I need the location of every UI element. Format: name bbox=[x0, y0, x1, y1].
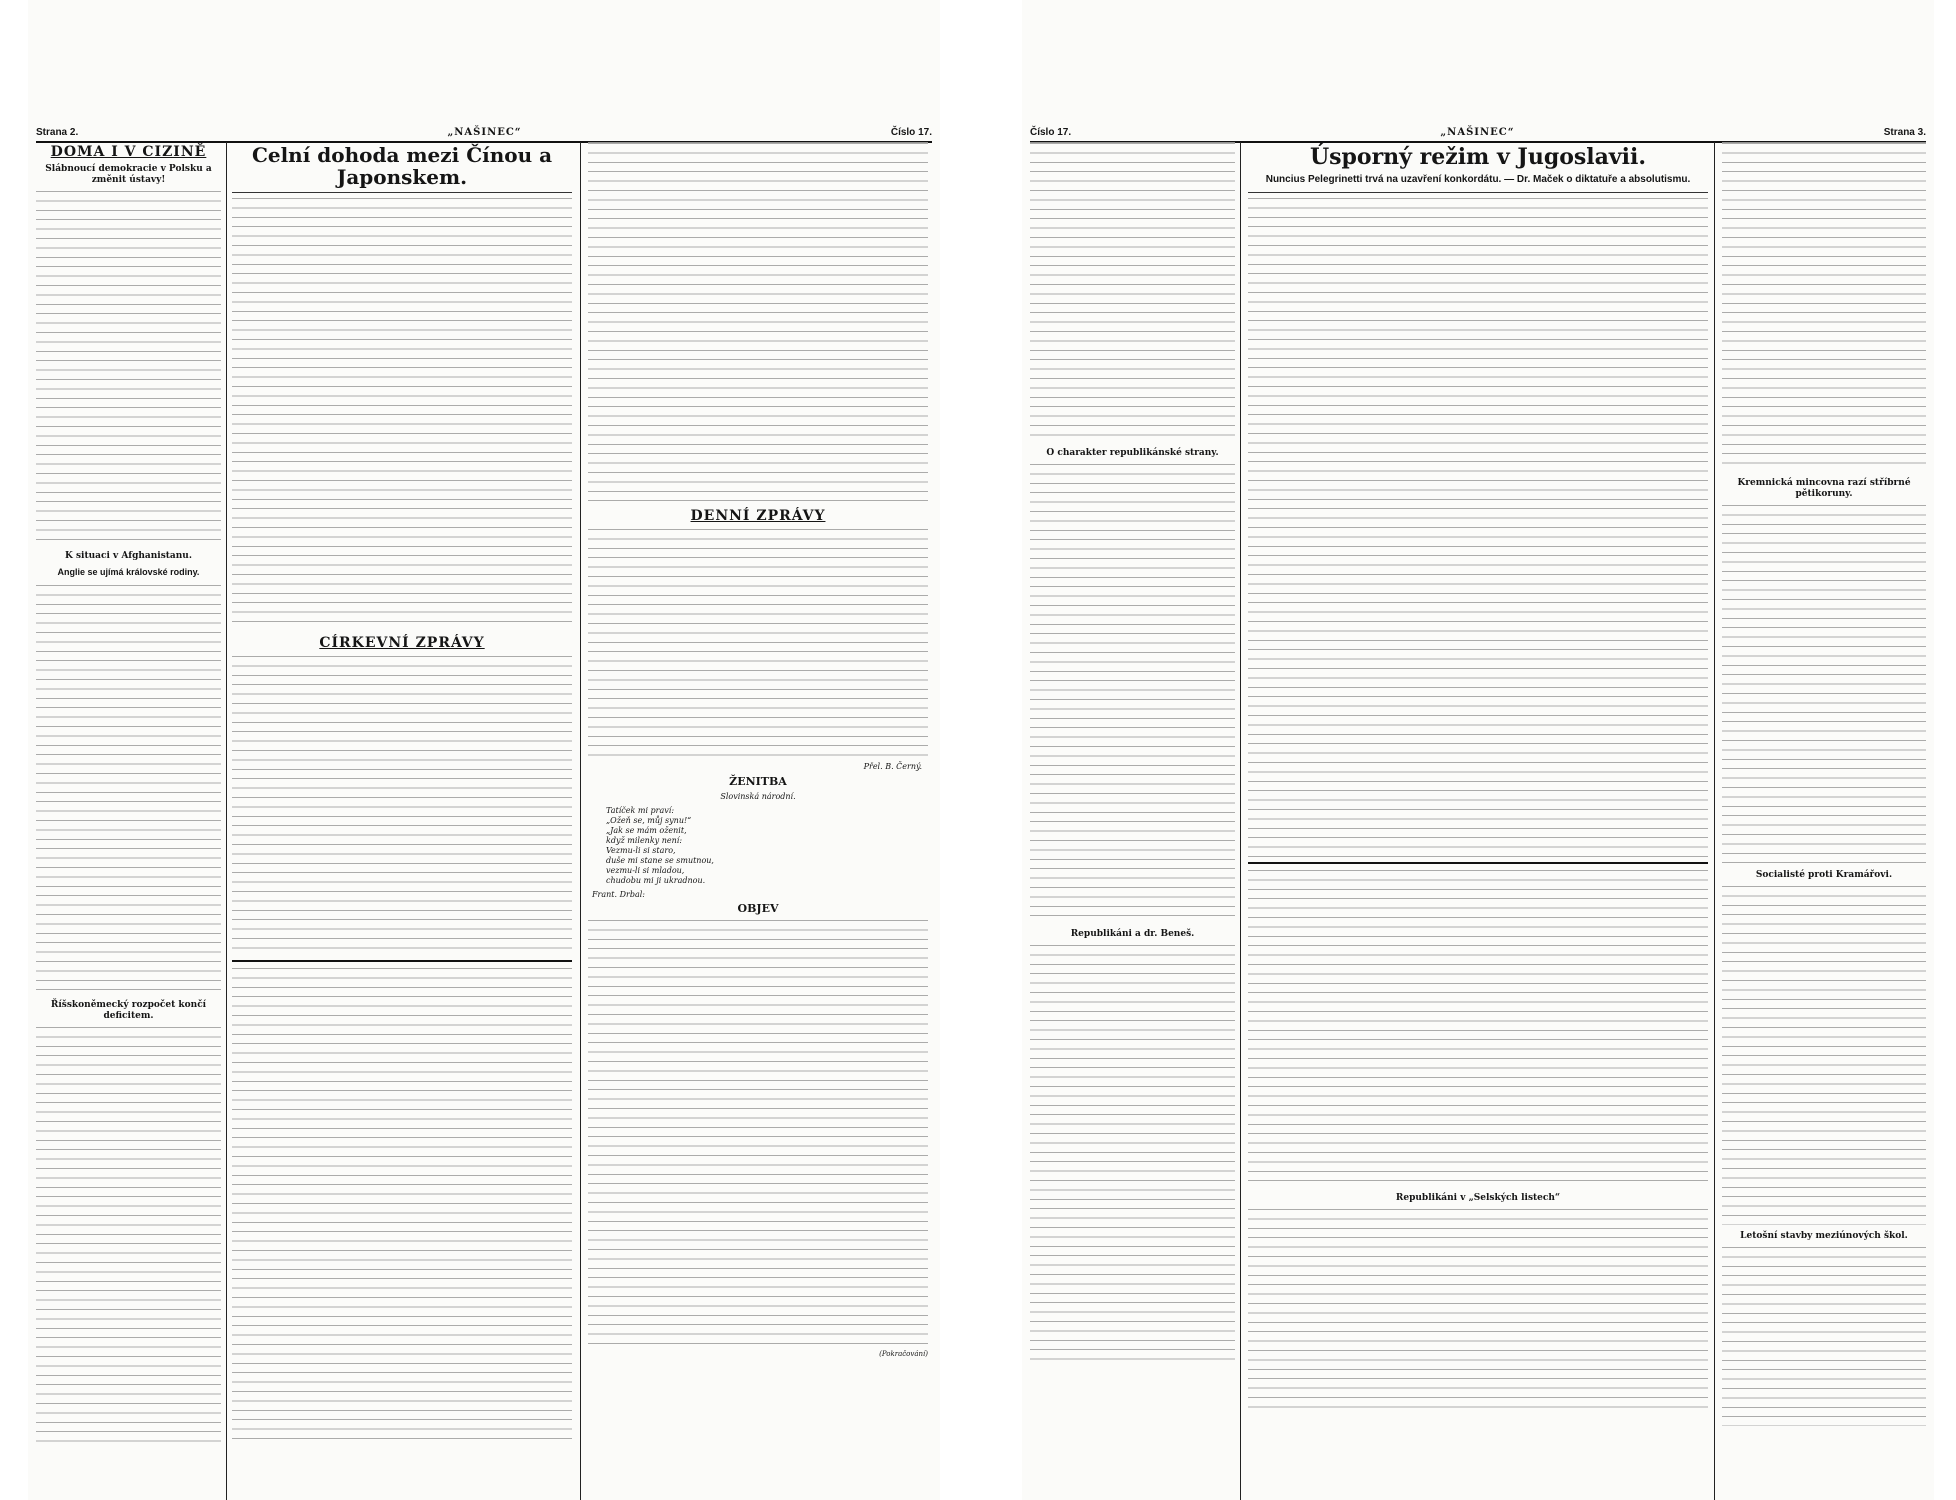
article-heading-socialiste-kramar: Socialisté proti Kramářovi. bbox=[1755, 870, 1893, 880]
left-newspaper-page bbox=[28, 0, 940, 1500]
right-page-number: Strana 3. bbox=[1883, 127, 1926, 138]
left-column-3 bbox=[588, 142, 928, 1500]
article-body bbox=[1722, 885, 1926, 1225]
poem-title-zenitba: ŽENITBA bbox=[729, 775, 787, 789]
article-body bbox=[232, 967, 572, 1447]
right-column-2 bbox=[1248, 142, 1708, 1500]
article-body bbox=[1030, 142, 1235, 442]
poem-line: chudobu mi ji ukradnou. bbox=[606, 875, 706, 885]
continued-marker: (Pokračování) bbox=[879, 1350, 928, 1359]
column-rule bbox=[226, 142, 227, 1500]
section-title-denni-zpravy: DENNÍ ZPRÁVY bbox=[690, 508, 826, 524]
poem-zenitba bbox=[606, 806, 910, 886]
article-body bbox=[1722, 504, 1926, 864]
poem-line: Tatíček mi praví: bbox=[606, 805, 675, 815]
section-title-doma-v-cizine: DOMA I V CIZINĚ bbox=[50, 144, 207, 160]
right-issue-number: Číslo 17. bbox=[1030, 127, 1072, 138]
article-body bbox=[36, 1026, 221, 1446]
article-body bbox=[232, 655, 572, 955]
article-body bbox=[1248, 197, 1708, 857]
left-page-header bbox=[36, 116, 932, 143]
left-column-2 bbox=[232, 142, 572, 1500]
poem-line: „Ožeň se, můj synu!“ bbox=[606, 815, 692, 825]
divider bbox=[232, 192, 572, 193]
poem-line: vezmu-li si mladou, bbox=[606, 865, 685, 875]
column-rule bbox=[580, 142, 581, 1500]
article-body bbox=[36, 584, 221, 994]
poem-line: Vezmu-li si staro, bbox=[606, 845, 676, 855]
article-body bbox=[1248, 1208, 1708, 1408]
article-deck-afghanistan: Anglie se ujímá královské rodiny. bbox=[57, 567, 200, 577]
right-page-header bbox=[1030, 116, 1926, 143]
right-masthead: „NAŠINEC“ bbox=[1440, 127, 1515, 138]
poem-line: když milenky není: bbox=[606, 835, 683, 845]
headline-deck-pelegrinetti: Nuncius Pelegrinetti trvá na uzavření konkordátu. — Dr. Maček o diktatuře a absolutismu. bbox=[1265, 174, 1691, 185]
article-heading-rozpocet: Říšskoněmecký rozpočet končí deficitem. bbox=[50, 1000, 207, 1021]
section-title-cirkevni-zpravy: CÍRKEVNÍ ZPRÁVY bbox=[319, 635, 485, 651]
article-body bbox=[232, 197, 572, 627]
article-body bbox=[1030, 944, 1235, 1364]
article-heading-polsko: Slábnoucí demokracie v Polsku a změnit ústavy! bbox=[45, 164, 212, 185]
right-newspaper-page bbox=[1022, 0, 1934, 1500]
right-column-3 bbox=[1722, 142, 1926, 1500]
author-signoff: Frant. Drbal: bbox=[592, 889, 645, 899]
left-masthead: „NAŠINEC“ bbox=[447, 127, 522, 138]
translator-byline: Přel. B. Černý. bbox=[863, 762, 922, 771]
article-heading-republikani-benes: Republikáni a dr. Beneš. bbox=[1070, 929, 1195, 939]
poem-line: „Jak se mám oženit, bbox=[606, 825, 687, 835]
headline-usporny-rezim: Úsporný režim v Jugoslavii. bbox=[1309, 144, 1647, 170]
article-body bbox=[1248, 869, 1708, 1189]
headline-celni-dohoda: Celní dohoda mezi Čínou a Japonskem. bbox=[251, 143, 553, 189]
article-body bbox=[1722, 142, 1926, 472]
article-body bbox=[588, 919, 928, 1349]
divider bbox=[1248, 192, 1708, 193]
right-column-1 bbox=[1030, 142, 1235, 1500]
article-body bbox=[1030, 463, 1235, 923]
article-body bbox=[588, 142, 928, 502]
article-body bbox=[588, 528, 928, 758]
poem-line: duše mi stane se smutnou, bbox=[606, 855, 714, 865]
left-column-1 bbox=[36, 142, 221, 1500]
poem-source: Slovinská národní. bbox=[720, 792, 796, 802]
article-body bbox=[1722, 1246, 1926, 1426]
divider bbox=[232, 960, 572, 962]
article-heading-mensinove-skoly: Letošní stavby meziúnových škol. bbox=[1740, 1231, 1908, 1241]
column-rule bbox=[1714, 142, 1715, 1500]
article-heading-kremnicka-mincovna: Kremnická mincovna razí stříbrné pětikoruny. bbox=[1737, 478, 1911, 499]
column-rule bbox=[1240, 142, 1241, 1500]
left-page-number: Strana 2. bbox=[36, 127, 79, 138]
article-heading-afghanistan: K situaci v Afghanistanu. bbox=[65, 551, 192, 561]
article-heading-republikanska-strana: O charakter republikánské strany. bbox=[1046, 448, 1219, 458]
story-title-objev: OBJEV bbox=[737, 902, 779, 916]
article-body bbox=[36, 190, 221, 545]
divider bbox=[1248, 862, 1708, 864]
left-issue-number: Číslo 17. bbox=[890, 127, 932, 138]
article-heading-selske-listy: Republikáni v „Selských listech“ bbox=[1395, 1193, 1561, 1203]
